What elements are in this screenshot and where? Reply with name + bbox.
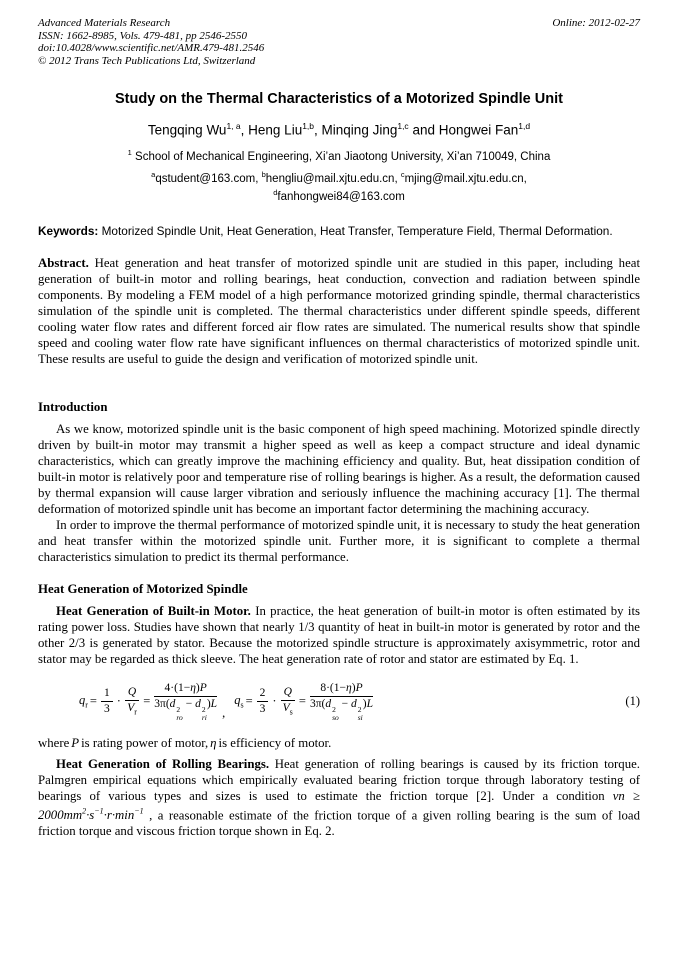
math-text: − (182, 698, 196, 711)
math-subscript: so (332, 712, 339, 722)
math-text: − (338, 698, 351, 711)
math-symbol-d: d (195, 698, 201, 711)
math-text: ) (195, 681, 200, 694)
journal-header (38, 17, 640, 67)
math-symbol-l: L (210, 698, 218, 711)
affiliation-line (38, 148, 640, 163)
math-subscript: r (134, 707, 137, 717)
math-symbol-d: d (351, 698, 357, 711)
math-superscript: 2 (332, 705, 336, 715)
rolling-bearings-text-1: Heat generation of rolling bearings is caused by its friction torque. Palmgren empirical equations which empirically evaluated bearing friction torque through laboratory testing of bearings of various types and sizes is used to estimate the friction torque [2]. Under a condition (38, 757, 640, 804)
where-text: where (38, 736, 70, 751)
math-subscript: s (289, 707, 293, 717)
author-superscript: 1,d (518, 121, 531, 132)
section-heading-heat-generation: Heat Generation of Motorized Spindle (38, 581, 248, 596)
journal-header-left (38, 17, 264, 67)
math-subscript: s (240, 700, 244, 710)
section-heading-introduction: Introduction (38, 399, 108, 414)
fraction-denominator (310, 697, 373, 721)
math-symbol-p: P (355, 681, 363, 694)
introduction-paragraph-2: In order to improve the thermal performance of motorized spindle unit, it is necessary to study the heat generation and heat transfer within the motorized spindle unit. Further more, it is significant to complete a thermal characteristics simulation to predict its thermal performance. (38, 517, 640, 564)
builtin-motor-lead: Heat Generation of Built-in Motor. (56, 603, 251, 618)
fraction-numerator: 1 (101, 687, 113, 702)
fraction-denominator: 3 (259, 702, 266, 715)
author-separator: and (408, 122, 439, 138)
paper-title: Study on the Thermal Characteristics of a Motorized Spindle Unit (115, 91, 563, 108)
emails-line-1 (38, 168, 640, 186)
author-name: Tengqing Wu (147, 122, 227, 138)
math-symbol-d: d (169, 698, 176, 711)
geq-sign: ≥ (624, 789, 640, 804)
where-text: is efficiency of motor. (218, 736, 332, 751)
keywords-text: Motorized Spindle Unit, Heat Generation, Heat Transfer, Temperature Field, Thermal Deformation. (98, 224, 613, 239)
email-superscript: c (400, 169, 405, 179)
keywords-label: Keywords: (38, 224, 99, 239)
affiliation-text: School of Mechanical Engineering, Xi’an Jiaotong University, Xi’an 710049, China (131, 150, 551, 163)
fraction-denominator (154, 697, 217, 721)
author-superscript: 1,b (302, 121, 315, 132)
abstract-paragraph (38, 255, 640, 367)
abstract-text: Heat generation and heat transfer of motorized spindle unit are studied in this paper, including heat generation of built-in motor and rolling bearings, heat conduction, convection and radiation between spindle components. By modeling a FEM model of a high performance motorized grinding spindle, thermal characteristics simulation of the spindle unit is completed. The thermal characteristics under different spindle speeds, different cooling water flow rates and different forced air flow rates are simulated. The numerical results show that spindle speed and cooling water flow rate have significant influences on thermal characteristics of motorized spindle unit. These results are useful to guide the design and verification of motorized spindle unit. (38, 255, 640, 366)
builtin-motor-paragraph (38, 603, 640, 667)
equals-sign: = (298, 693, 306, 708)
builtin-motor-text: In practice, the heat generation of built-in motor is often estimated by its rating power loss. Studies have shown that nearly 1/3 quantity of heat in built-in motor is generated by rotor and the other 2/3 is generated by stator. Because the motorized spindle structure is approximately axisymmetric, rotor and stator may be regarded as thick sleeve. The heat generation rate of rotor and stator are estimated by Eq. 1. (38, 603, 640, 666)
math-symbol-p: P (199, 681, 207, 694)
math-symbol-p: P (71, 736, 80, 751)
email-superscript: d (273, 187, 278, 197)
math-superscript: 2 (176, 705, 181, 715)
email-address: mjing@mail.xjtu.edu.cn, (404, 172, 527, 185)
equation-number: (1) (625, 693, 640, 708)
emails-line-2 (38, 186, 640, 204)
journal-name: Advanced Materials Research (38, 17, 171, 29)
math-text: ·r·min (103, 808, 135, 823)
math-text: 2000mm (38, 808, 83, 823)
author-name: Heng Liu (248, 122, 303, 138)
math-text: ) (362, 698, 367, 711)
equals-sign: = (245, 693, 253, 708)
math-superscript: 2 (82, 807, 87, 817)
fraction-denominator: 3 (103, 702, 110, 715)
author-superscript: 1,c (397, 121, 409, 132)
math-subscript: ri (201, 712, 207, 722)
online-date: Online: 2012-02-27 (552, 17, 640, 29)
math-subscript: r (85, 700, 88, 710)
issn-line: ISSN: 1662-8985, Vols. 479-481, pp 2546-2550 (38, 29, 247, 42)
rolling-bearings-text-2: , a reasonable estimate of the friction torque of a given rolling bearing is the sum of load friction torque and viscous friction torque shown in Eq. 2. (38, 808, 640, 839)
email-address: qstudent@163.com, (155, 172, 262, 185)
fraction-two-thirds (257, 687, 269, 716)
dot-operator: · (116, 693, 121, 708)
fraction-numerator (154, 682, 217, 697)
fraction-numerator: 2 (257, 687, 269, 702)
math-symbol-qs: q (234, 693, 241, 708)
math-symbol-qr: q (79, 693, 86, 708)
fraction-numerator: Q (125, 686, 139, 701)
email-superscript: b (261, 169, 266, 179)
fraction-q-vs (281, 686, 295, 717)
comma: , (222, 706, 226, 721)
rolling-bearings-paragraph (38, 756, 640, 839)
math-subscript: si (357, 712, 363, 722)
author-separator: , (314, 122, 322, 138)
authors-line (38, 121, 640, 138)
math-symbol-v: V (127, 702, 135, 715)
math-text: ·s (86, 808, 95, 823)
math-text: ) (351, 681, 356, 694)
math-text: 4·(1− (164, 681, 191, 694)
math-text: ) (206, 698, 211, 711)
abstract-label: Abstract. (38, 255, 89, 270)
where-text: is rating power of motor, (81, 736, 209, 751)
math-symbol-eta: η (190, 681, 196, 694)
keywords-block (38, 224, 640, 239)
equals-sign: = (143, 693, 151, 708)
equation-1-content (38, 682, 376, 721)
math-text: 8·(1− (320, 681, 346, 694)
copyright-line: © 2012 Trans Tech Publications Ltd, Switzerland (38, 54, 256, 67)
fraction-stator-rate (310, 682, 373, 721)
fraction-one-third (101, 687, 113, 716)
equation-1 (38, 682, 640, 721)
dot-operator: · (272, 693, 277, 708)
fraction-numerator: Q (281, 686, 295, 701)
math-superscript: −1 (94, 807, 104, 817)
author-superscript: 1, a (226, 121, 241, 132)
math-symbol-eta: η (210, 736, 217, 751)
doi-line: doi:10.4028/www.scientific.net/AMR.479-481.2546 (38, 42, 265, 55)
math-symbol-vn: vn (612, 789, 625, 804)
introduction-paragraph-1: As we know, motorized spindle unit is the basic component of high speed machining. Motorized spindle directly driven by built-in motor may transmit a higher speed as well as keep a compact structure and ideal dynamic characteristics, which can greatly improve the machining efficiency and quality. But, heat dissipation condition of built-in motor is relatively poor and temperature rise of rolling bearings is higher. As a result, the deformation caused by thermal expansion will cause larger vibration and seriously influence the machining accuracy [1]. The thermal deformation of motorized spindle unit has become an important factor determining the machining accuracy. (38, 421, 640, 516)
rolling-bearings-lead: Heat Generation of Rolling Bearings. (56, 757, 270, 772)
author-name: Hongwei Fan (438, 122, 519, 138)
email-address: hengliu@mail.xjtu.edu.cn, (265, 172, 401, 185)
emails-block (38, 168, 640, 204)
fraction-rotor-rate (154, 682, 217, 721)
equals-sign: = (89, 693, 97, 708)
author-separator: , (240, 122, 249, 138)
math-text: 3π( (154, 698, 170, 711)
author-name: Minqing Jing (321, 122, 398, 138)
email-superscript: a (151, 169, 156, 179)
affiliation-superscript: 1 (127, 147, 132, 157)
math-text: 3π( (309, 698, 326, 711)
math-symbol-eta: η (346, 681, 352, 694)
fraction-q-vr (125, 686, 139, 717)
math-superscript: 2 (201, 705, 206, 715)
stacked-subsup (332, 706, 339, 721)
email-address: fanhongwei84@163.com (277, 190, 405, 203)
math-superscript: −1 (134, 807, 144, 817)
fraction-numerator (310, 682, 373, 697)
math-symbol-l: L (366, 698, 374, 711)
math-subscript: ro (176, 712, 183, 722)
math-symbol-v: V (282, 702, 290, 715)
where-clause (38, 735, 640, 751)
math-symbol-d: d (325, 698, 332, 711)
math-superscript: 2 (357, 705, 362, 715)
